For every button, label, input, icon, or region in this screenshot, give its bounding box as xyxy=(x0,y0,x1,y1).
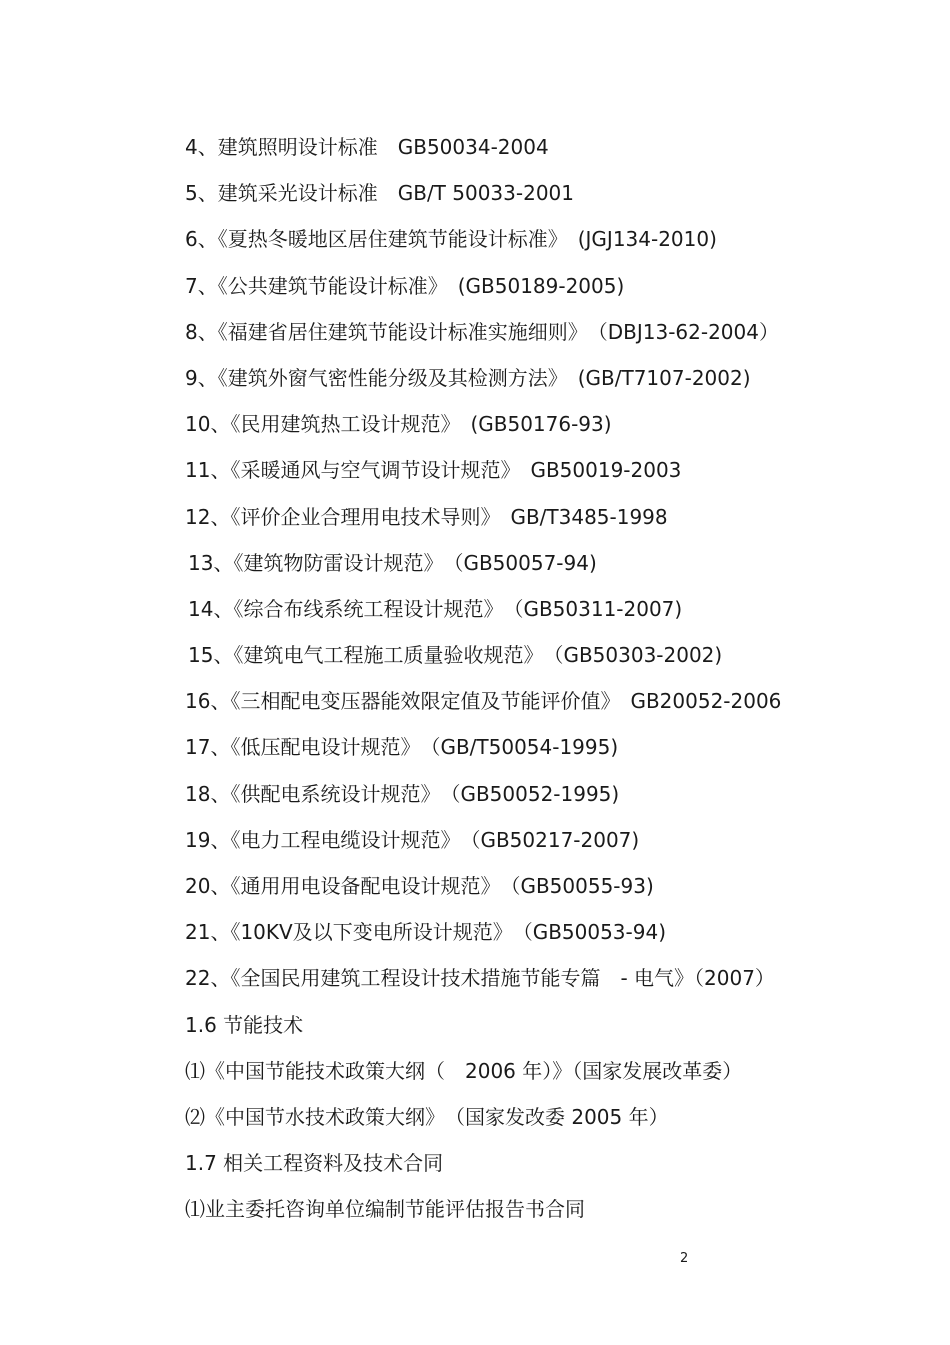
list-item: 6、《夏热冬暖地区居住建筑节能设计标准》 (JGJ134-2010) xyxy=(185,227,717,252)
list-item: 14、《综合布线系统工程设计规范》 （GB50311-2007) xyxy=(188,596,683,621)
list-item: 10、《民用建筑热工设计规范》 (GB50176-93) xyxy=(185,412,612,437)
page-number: 2 xyxy=(680,1251,689,1266)
standards-list xyxy=(185,130,885,1239)
section-heading-1-6: 1.6 节能技术 xyxy=(185,1012,304,1037)
list-item: 4、建筑照明设计标准 GB50034-2004 xyxy=(185,135,549,159)
list-item: 5、建筑采光设计标准 GB/T 50033-2001 xyxy=(185,181,574,206)
list-item: ⑵《中国节水技术政策大纲》 （国家发改委 2005 年） xyxy=(185,1104,669,1129)
list-item: 9、《建筑外窗气密性能分级及其检测方法》 (GB/T7107-2002) xyxy=(185,365,751,390)
list-item: 19、《电力工程电缆设计规范》 （GB50217-2007) xyxy=(185,827,640,852)
list-item: 16、《三相配电变压器能效限定值及节能评价值》 GB20052-2006 xyxy=(185,689,782,714)
list-item: 11、《采暖通风与空气调节设计规范》 GB50019-2003 xyxy=(185,458,682,483)
section-heading-1-7: 1.7 相关工程资料及技术合同 xyxy=(185,1151,444,1176)
list-item: 22、《全国民用建筑工程设计技术措施节能专篇 - 电气》（2007） xyxy=(185,966,775,991)
list-item: 13、《建筑物防雷设计规范》 （GB50057-94) xyxy=(188,550,597,575)
list-item: 20、《通用用电设备配电设计规范》 （GB50055-93) xyxy=(185,874,654,898)
list-item: 12、《评价企业合理用电技术导则》 GB/T3485-1998 xyxy=(185,504,668,529)
list-item: 8、《福建省居住建筑节能设计标准实施细则》 （DBJ13-62-2004） xyxy=(185,319,779,344)
list-item: 21、《10KV及以下变电所设计规范》 （GB50053-94) xyxy=(185,920,667,945)
list-item: 15、《建筑电气工程施工质量验收规范》 （GB50303-2002) xyxy=(188,643,723,668)
list-item: 17、《低压配电设计规范》 （GB/T50054-1995) xyxy=(185,735,619,760)
list-item: 18、《供配电系统设计规范》 （GB50052-1995) xyxy=(185,781,620,806)
list-item: ⑴《中国节能技术政策大纲（ 2006 年）》（国家发展改革委） xyxy=(185,1058,743,1083)
list-item: ⑴业主委托咨询单位编制节能评估报告书合同 xyxy=(185,1197,585,1222)
list-item: 7、《公共建筑节能设计标准》 (GB50189-2005) xyxy=(185,273,625,298)
